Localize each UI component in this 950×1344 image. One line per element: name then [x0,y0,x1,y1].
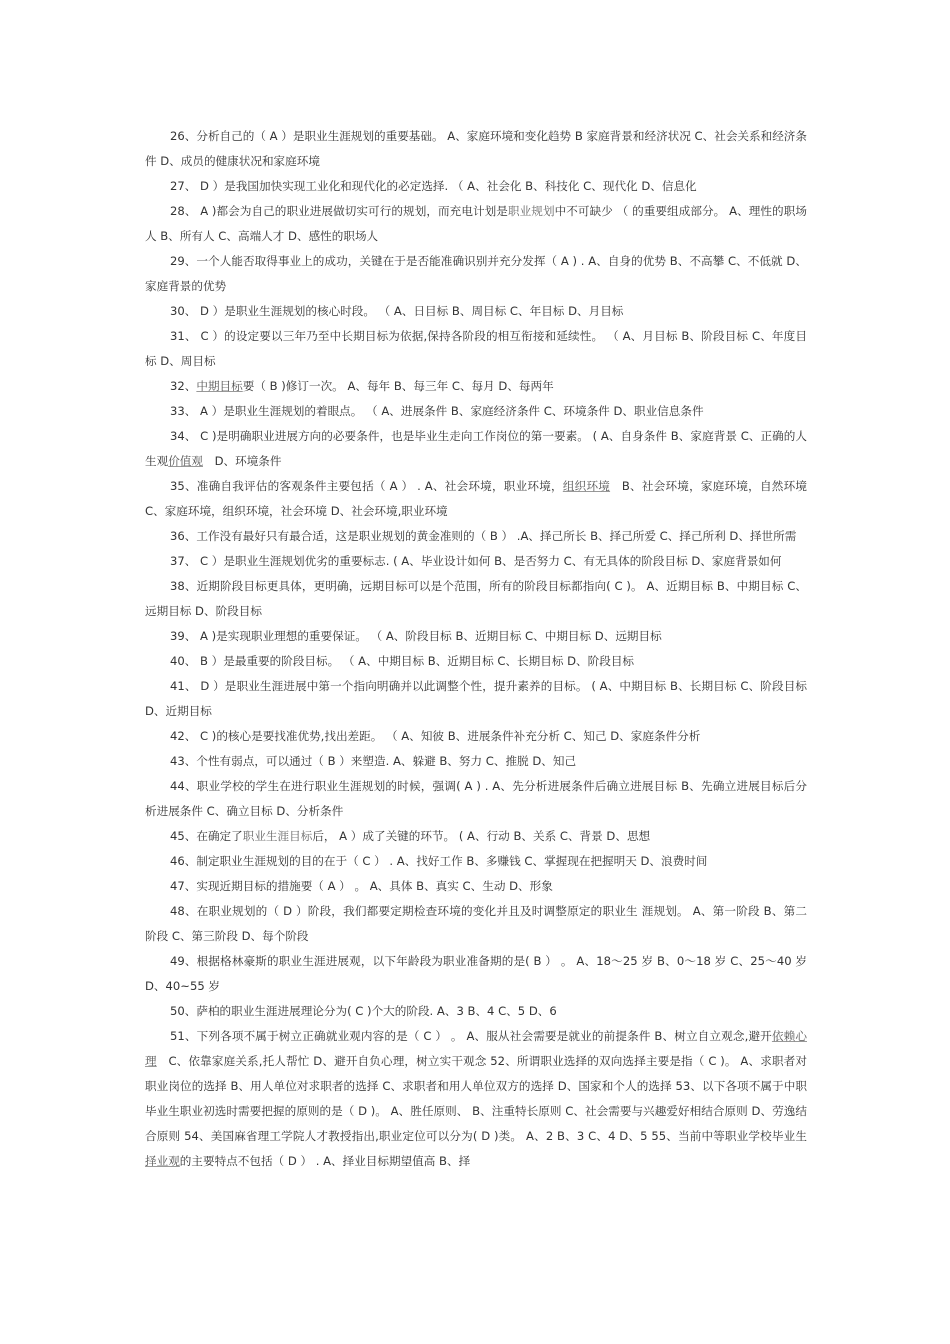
question-36: 36、工作没有最好只有最合适，这是职业规划的黄金准则的（ B ） .A、择己所长 B、择己所爱 C、择己所利 D、择世所需 [170,529,797,543]
question-29: 29、一个人能否取得事业上的成功，关键在于是否能准确识别并充分发挥（ A ) . A、自身的优势 B、不高攀 C、不低就 D、家庭背景的优势 [145,254,807,293]
link-organization-environment[interactable]: 组织环境 [562,479,611,493]
question-37: 37、 C ）是职业生涯规划优劣的重要标志. ( A、毕业设计如何 B、是否努力 C、有无具体的阶段目标 D、家庭背景如何 [170,554,782,568]
question-39: 39、 A )是实现职业理想的重要保证。 （ A、阶段目标 B、近期目标 C、中期目标 D、远期目标 [170,629,662,643]
question-30: 30、 D ）是职业生涯规划的核心时段。 （ A、日目标 B、周目标 C、年目标 D、月目标 [170,304,624,318]
question-46: 46、制定职业生涯规划的目的在于（ C ） . A、找好工作 B、多赚钱 C、掌握现在把握明天 D、浪费时间 [170,854,708,868]
link-mid-term-goal[interactable]: 中期目标 [196,379,243,393]
term-career-goal: 职业生涯目标 [242,829,313,843]
question-51-55: 51、下列各项不属于树立正确就业观内容的是（ C ） 。 A、服从社会需要是就业的前提条件 B、树立自立观念,避开依赖心理 C、依靠家庭关系,托人帮忙 D、避开自负心理，树立实干观念 52、所谓职业选择的双向选择主要是指（ C )。 A、求职者对职业岗位的选择 B、用人单位对求职者的选择 C、求职者和用人单位双方的选择 D、国家和个人的选择 53、以下各项不属于中职毕业生职业初选时需要把握的原则的是（ D )。 A、胜任原则、 B、注重特长原则 C、社会需要与兴趣爱好相结合原则 D、劳逸结合原则 54、美国麻省理工学院人才教授指出,职业定位可以分为( D )类。 A、2 B、3 C、4 D、5 55、当前中等职业学校毕业生择业观的主要特点不包括（ D ） . A、择业目标期望值高 B、择 [145,1029,807,1168]
question-40: 40、 B ）是最重要的阶段目标。 （ A、中期目标 B、近期目标 C、长期目标 D、阶段目标 [170,654,635,668]
link-dependence-psychology[interactable]: 依赖心理 [145,1029,807,1068]
question-45: 45、在确定了职业生涯目标后， A ）成了关键的环节。 ( A、行动 B、关系 C、背景 D、思想 [170,829,651,843]
question-27: 27、 D ）是我国加快实现工业化和现代化的必定选择. （ A、社会化 B、科技化 C、现代化 D、信息化 [170,179,697,193]
question-48: 48、在职业规划的（ D ）阶段，我们都要定期检查环境的变化并且及时调整原定的职业生 涯规划。 A、第一阶段 B、第二阶段 C、第三阶段 D、每个阶段 [145,904,807,943]
question-31: 31、 C ）的设定要以三年乃至中长期目标为依据,保持各阶段的相互衔接和延续性。 （ A、月目标 B、阶段目标 C、年度目标 D、周目标 [145,329,807,368]
question-44: 44、职业学校的学生在进行职业生涯规划的时候，强调( A ) . A、先分析进展条件后确立进展目标 B、先确立进展目标后分析进展条件 C、确立目标 D、分析条件 [145,779,807,818]
question-34: 34、 C )是明确职业进展方向的必要条件，也是毕业生走向工作岗位的第一要素。 ( A、自身条件 B、家庭背景 C、正确的人生观价值观 D、环境条件 [145,429,807,468]
question-49: 49、根据格林豪斯的职业生涯进展观，以下年龄段为职业准备期的是( B ） 。 A、18～25 岁 B、0～18 岁 C、25～40 岁 D、40~55 岁 [145,954,807,993]
question-35: 35、准确自我评估的客观条件主要包括（ A ） . A、社会环境，职业环境，组织环境 B、社会环境，家庭环境，自然环境 C、家庭环境，组织环境，社会环境 D、社会环境,职业环境 [145,479,807,518]
question-list [145,124,807,1174]
term-career-planning: 职业规划 [507,204,555,218]
question-38: 38、近期阶段目标更具体，更明确，远期目标可以是个范围，所有的阶段目标都指向( C )。 A、近期目标 B、中期目标 C、远期目标 D、阶段目标 [145,579,807,618]
link-values[interactable]: 价值观 [168,454,203,468]
question-32: 32、中期目标要（ B )修订一次。 A、每年 B、每三年 C、每月 D、每两年 [170,379,554,393]
question-41: 41、 D ）是职业生涯进展中第一个指向明确并以此调整个性，提升素养的目标。 ( A、中期目标 B、长期目标 C、阶段目标 D、近期目标 [145,679,807,718]
question-43: 43、个性有弱点，可以通过（ B ）来塑造. A、躲避 B、努力 C、推脱 D、知己 [170,754,577,768]
link-career-choice-view[interactable]: 择业观 [145,1154,180,1168]
question-28: 28、 A )都会为自己的职业进展做切实可行的规划，而充电计划是职业规划中不可缺少 （ 的重要组成部分。 A、理性的职场人 B、所有人 C、高端人才 D、感性的职场人 [145,204,807,243]
question-42: 42、 C )的核心是要找准优势,找出差距。 （ A、知彼 B、进展条件补充分析 C、知己 D、家庭条件分析 [170,729,701,743]
question-47: 47、实现近期目标的措施要（ A ） 。 A、具体 B、真实 C、生动 D、形象 [170,879,553,893]
question-50: 50、萨柏的职业生涯进展理论分为( C )个大的阶段. A、3 B、4 C、5 D、6 [170,1004,557,1018]
question-33: 33、 A ）是职业生涯规划的着眼点。 （ A、进展条件 B、家庭经济条件 C、环境条件 D、职业信息条件 [170,404,704,418]
question-26: 26、分析自己的（ A ）是职业生涯规划的重要基础。 A、家庭环境和变化趋势 B 家庭背景和经济状况 C、社会关系和经济条件 D、成员的健康状况和家庭环境 [145,129,807,168]
